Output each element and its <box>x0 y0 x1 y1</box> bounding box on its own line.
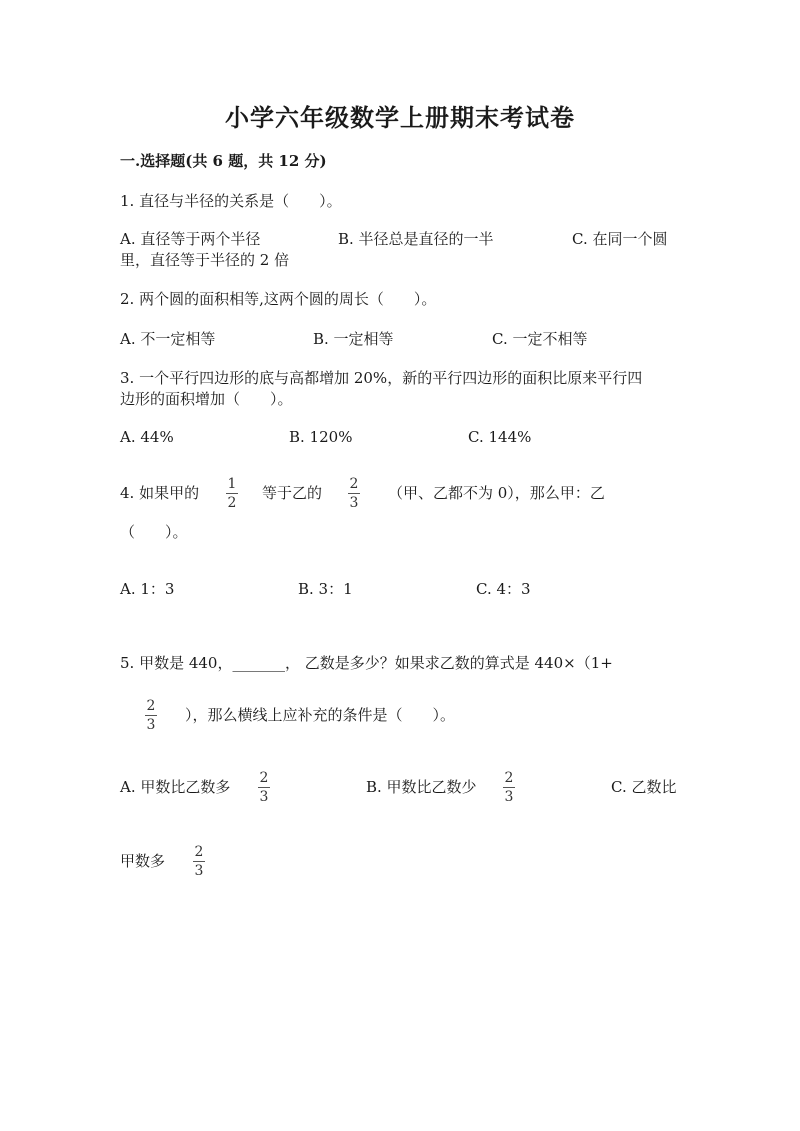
fraction-numerator: 2 <box>146 698 156 714</box>
fraction-numerator: 2 <box>504 770 514 786</box>
fraction-denominator: 3 <box>259 789 269 805</box>
question-4-option-c: C. 4：3 <box>476 580 531 598</box>
fraction-denominator: 3 <box>349 495 359 511</box>
fraction-bar <box>145 715 157 716</box>
question-5-stem-line-1: 5. 甲数是 440，_______， 乙数是多少？如果求乙数的算式是 440×（1+ <box>120 654 613 672</box>
fraction-denominator: 3 <box>146 717 156 733</box>
page-title: 小学六年级数学上册期末考试卷 <box>225 103 575 132</box>
question-5-fraction <box>145 698 157 733</box>
fraction-bar <box>348 493 360 494</box>
question-1-option-a: A. 直径等于两个半径 <box>120 230 261 248</box>
question-5-option-c-fraction <box>193 844 205 879</box>
question-5-option-c-continued: 甲数多 <box>120 852 166 870</box>
question-5-option-b-fraction <box>503 770 515 805</box>
fraction-bar <box>193 861 205 862</box>
fraction-bar <box>258 787 270 788</box>
question-2-option-a: A. 不一定相等 <box>120 330 216 348</box>
fraction-numerator: 1 <box>227 476 237 492</box>
question-4-fraction-2 <box>348 476 360 511</box>
question-3-option-b: B. 120% <box>289 428 353 446</box>
question-1-stem: 1. 直径与半径的关系是（ ）。 <box>120 192 342 210</box>
question-5-stem-line-2: ），那么横线上应补充的条件是（ ）。 <box>185 706 456 724</box>
question-3-option-a: A. 44% <box>120 428 174 446</box>
question-5-option-b: B. 甲数比乙数少 <box>366 778 477 796</box>
question-1-option-c-continued: 里，直径等于半径的 2 倍 <box>120 251 290 269</box>
fraction-bar <box>503 787 515 788</box>
question-3-option-c: C. 144% <box>468 428 532 446</box>
question-3-stem-line-1: 3. 一个平行四边形的底与高都增加 20%，新的平行四边形的面积比原来平行四 <box>120 369 643 387</box>
question-2-option-c: C. 一定不相等 <box>492 330 588 348</box>
question-5-option-a-fraction <box>258 770 270 805</box>
fraction-numerator: 2 <box>349 476 359 492</box>
fraction-bar <box>226 493 238 494</box>
question-4-text-4: （ ）。 <box>120 523 188 541</box>
question-2-option-b: B. 一定相等 <box>313 330 394 348</box>
question-3-stem-line-2: 边形的面积增加（ ）。 <box>120 390 293 408</box>
question-4-option-a: A. 1：3 <box>120 580 175 598</box>
fraction-denominator: 2 <box>227 495 237 511</box>
question-1-option-b: B. 半径总是直径的一半 <box>338 230 494 248</box>
question-1-option-c: C. 在同一个圆 <box>572 230 668 248</box>
question-4-fraction-1 <box>226 476 238 511</box>
question-4-text-3: （甲、乙都不为 0），那么甲：乙 <box>388 484 605 502</box>
question-5-option-c: C. 乙数比 <box>611 778 677 796</box>
fraction-denominator: 3 <box>194 863 204 879</box>
question-5-option-a: A. 甲数比乙数多 <box>120 778 231 796</box>
fraction-numerator: 2 <box>259 770 269 786</box>
question-4-text-1: 4. 如果甲的 <box>120 484 200 502</box>
question-4-option-b: B. 3：1 <box>298 580 353 598</box>
question-2-stem: 2. 两个圆的面积相等,这两个圆的周长（ ）。 <box>120 290 437 308</box>
question-4-text-2: 等于乙的 <box>262 484 323 502</box>
fraction-denominator: 3 <box>504 789 514 805</box>
fraction-numerator: 2 <box>194 844 204 860</box>
section-heading: 一.选择题(共 6 题，共 12 分) <box>120 152 327 170</box>
